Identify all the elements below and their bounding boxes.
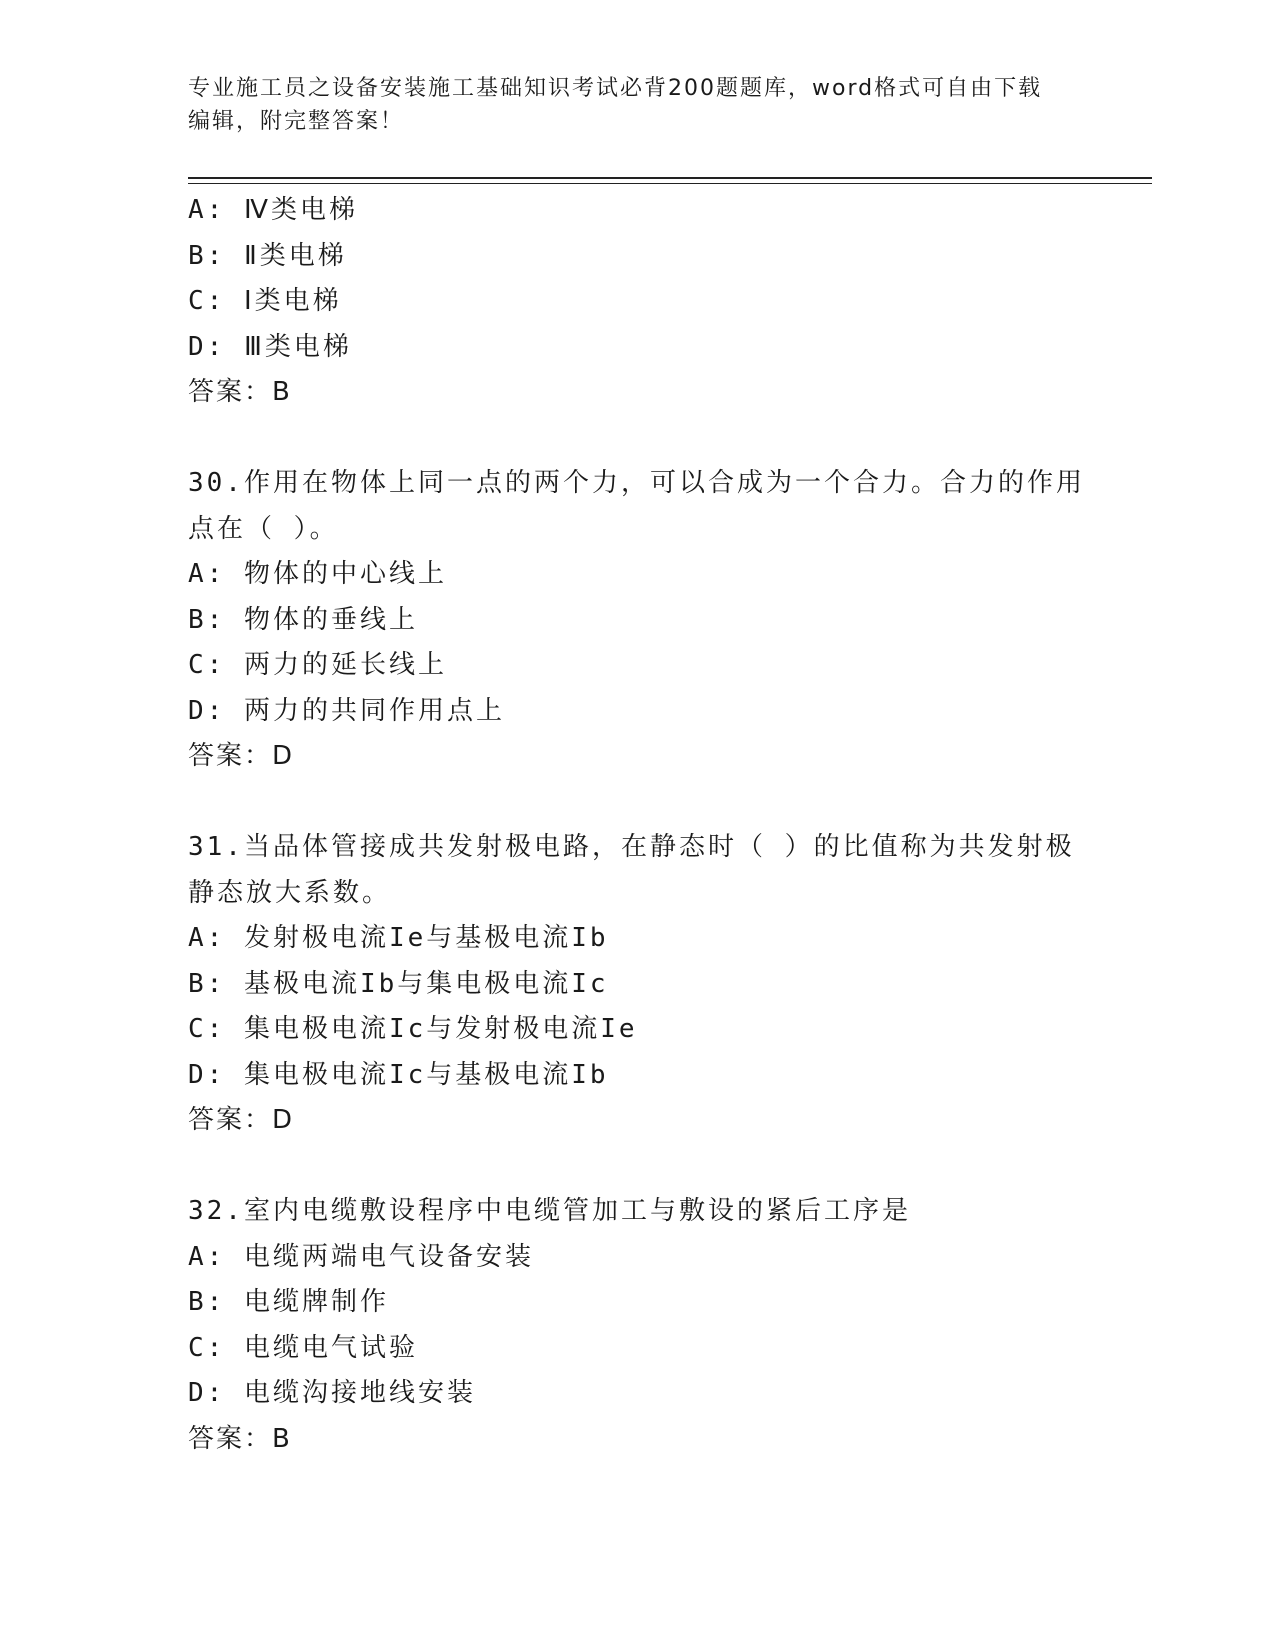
header-title-line-1: 专业施工员之设备安装施工基础知识考试必背200题题库，word格式可自由下载 (188, 76, 1043, 101)
question-list (188, 188, 1088, 1462)
option-b: B: 电缆牌制作 (188, 1287, 389, 1317)
option-d: D: 两力的共同作用点上 (188, 695, 505, 726)
question-block (188, 825, 1088, 1144)
option-a: A: 发射极电流Ie与基极电流Ib (188, 923, 609, 953)
answer: 答案：B (188, 377, 292, 407)
option-b: B: 物体的垂线上 (188, 604, 418, 635)
question-text-line-1: 30.作用在物体上同一点的两个力，可以合成为一个合力。合力的作用 (188, 468, 1085, 498)
header-title-line-2: 编辑，附完整答案！ (188, 109, 405, 134)
question-block (188, 1189, 1088, 1462)
header-rule-thin (188, 183, 1152, 184)
question-text-line-2: 静态放大系数。 (188, 877, 392, 908)
option-d: D: 集电极电流Ic与基极电流Ib (188, 1059, 609, 1090)
option-a: A: 物体的中心线上 (188, 559, 447, 589)
option-c: C: 集电极电流Ic与发射极电流Ie (188, 1014, 638, 1044)
option-c: C: Ⅰ类电梯 (188, 286, 342, 316)
block-spacer (188, 1144, 1088, 1190)
answer: 答案：D (188, 1105, 295, 1135)
option-d: D: Ⅲ类电梯 (188, 331, 352, 362)
question-text-line-1: 32.室内电缆敷设程序中电缆管加工与敷设的紧后工序是 (188, 1196, 911, 1226)
option-a: A: 电缆两端电气设备安装 (188, 1241, 534, 1272)
answer: 答案：D (188, 741, 295, 771)
page-header (188, 72, 1068, 138)
answer: 答案：B (188, 1423, 292, 1454)
option-a: A: Ⅳ类电梯 (188, 195, 358, 225)
option-d: D: 电缆沟接地线安装 (188, 1378, 476, 1408)
block-spacer (188, 780, 1088, 826)
option-c: C: 电缆电气试验 (188, 1332, 418, 1363)
header-rule-thick (188, 177, 1152, 179)
question-block (188, 461, 1088, 780)
option-c: C: 两力的延长线上 (188, 650, 447, 680)
question-text-line-2: 点在（ ）。 (188, 513, 339, 544)
option-b: B: 基极电流Ib与集电极电流Ic (188, 968, 609, 999)
option-b: B: Ⅱ类电梯 (188, 240, 347, 271)
question-block (188, 188, 1088, 416)
block-spacer (188, 416, 1088, 462)
question-text-line-1: 31.当品体管接成共发射极电路，在静态时（ ）的比值称为共发射极 (188, 832, 1075, 862)
